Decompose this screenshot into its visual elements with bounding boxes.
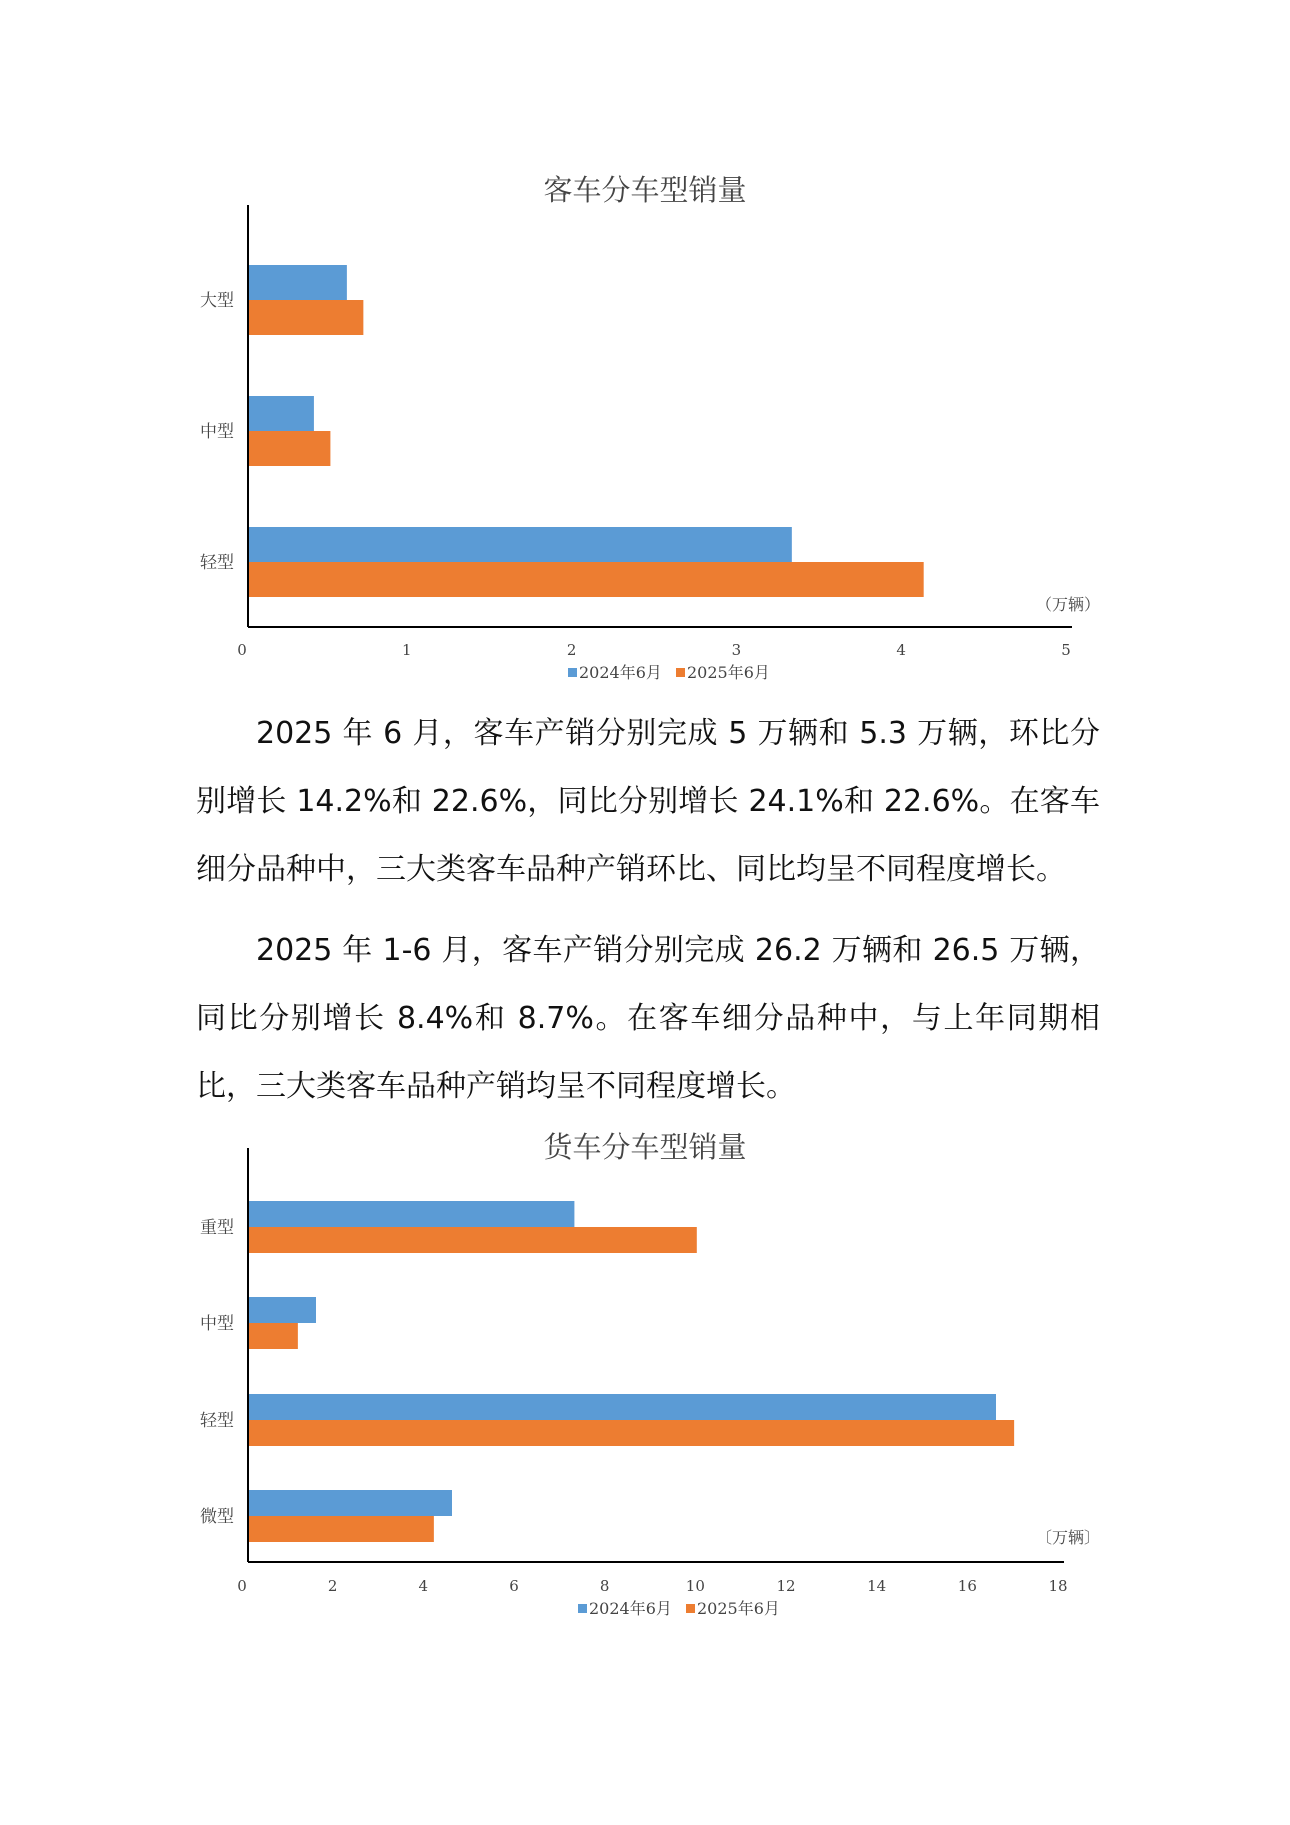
bar-2025-1 [248,431,330,466]
paragraph-half-year: 2025 年 1-6 月，客车产销分别完成 26.2 万辆和 26.5 万辆，同比分别增长 8.4%和 8.7%。在客车细分品种中，与上年同期相比，三大类客车品种产销均呈不同程度增长。 [196,933,1100,1104]
x-tick-label: 6 [509,1577,519,1595]
category-label: 轻型 [200,553,234,573]
x-tick-label: 0 [237,1577,247,1595]
legend-label: 2024年6月 [589,1599,672,1618]
bar-2024-0 [248,265,347,300]
bar-2025-2 [248,562,924,597]
bar-2025-3 [248,1516,434,1542]
x-tick-label: 5 [1061,641,1071,659]
x-tick-label: 2 [566,641,577,659]
bar-2024-2 [248,1394,996,1420]
bar-2025-0 [248,300,363,335]
category-label: 中型 [200,422,234,442]
category-label: 大型 [200,291,234,311]
category-label: 中型 [200,1314,234,1334]
x-tick-label: 14 [867,1577,887,1595]
truck-sales-chart [0,1130,1290,1650]
bar-2025-0 [248,1227,697,1253]
x-tick-label: 4 [896,641,906,659]
category-label: 轻型 [200,1411,234,1431]
bar-2025-2 [248,1420,1014,1446]
bar-2024-2 [248,527,792,562]
x-tick-label: 0 [237,641,247,659]
unit-label: 〔万辆〕 [1035,1528,1100,1547]
bar-2025-1 [248,1323,298,1349]
legend-swatch-2024 [578,1604,587,1613]
legend-label: 2025年6月 [687,663,770,682]
category-label: 微型 [200,1507,234,1527]
bus-sales-chart [0,170,1290,690]
x-tick-label: 1 [402,641,412,659]
legend-label: 2025年6月 [697,1599,780,1618]
legend-label: 2024年6月 [579,663,662,682]
bar-2024-0 [248,1201,574,1227]
bus-chart-title: 客车分车型销量 [543,173,747,207]
category-label: 重型 [200,1218,234,1238]
truck-chart-title: 货车分车型销量 [543,1130,747,1164]
unit-label: （万辆） [1035,595,1100,614]
x-tick-label: 2 [327,1577,338,1595]
x-tick-label: 3 [731,641,742,659]
x-tick-label: 10 [685,1577,705,1595]
x-tick-label: 12 [776,1577,796,1595]
legend-swatch-2025 [676,668,685,677]
x-tick-label: 8 [599,1577,610,1595]
x-tick-label: 4 [418,1577,429,1595]
bar-2024-1 [248,396,314,431]
legend-swatch-2024 [568,668,577,677]
bar-2024-1 [248,1297,316,1323]
paragraph-june: 2025 年 6 月，客车产销分别完成 5 万辆和 5.3 万辆，环比分别增长 14.2%和 22.6%，同比分别增长 24.1%和 22.6%。在客车细分品种中，三大类客车品种产销环比、同比均呈不同程度增长。 [196,716,1100,887]
x-tick-label: 18 [1048,1577,1068,1595]
x-tick-label: 16 [957,1577,977,1595]
legend-swatch-2025 [686,1604,695,1613]
bar-2024-3 [248,1490,452,1516]
